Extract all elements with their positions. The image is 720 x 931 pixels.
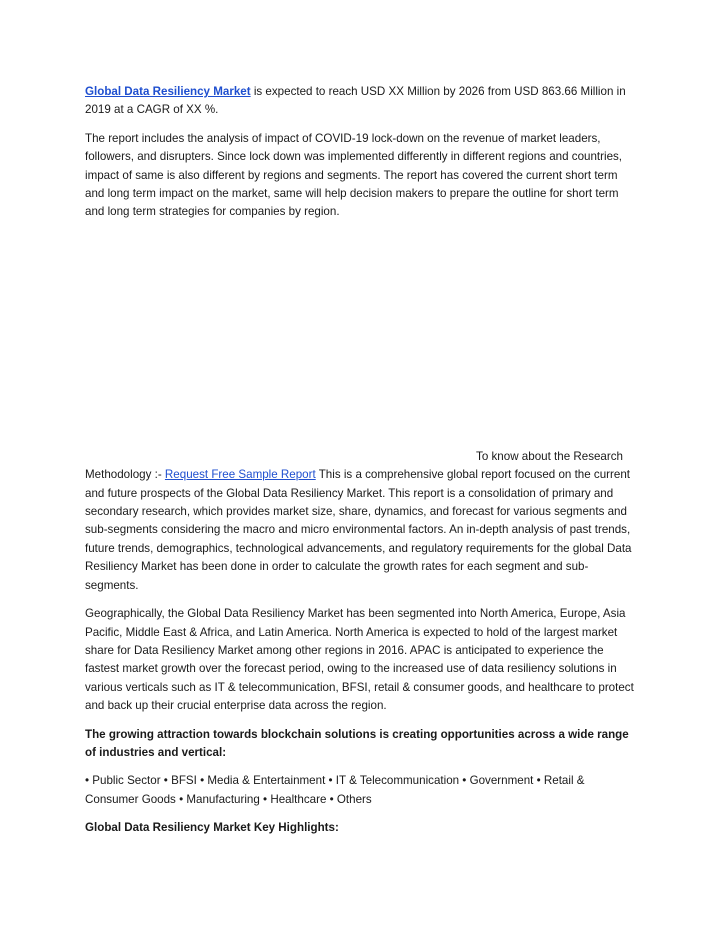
blank-space: [85, 232, 637, 448]
methodology-text: This is a comprehensive global report focused on the current and future prospects of the Global Data Resiliency Market. This report is a consolidation of primary and secondary research, which provides market size, share, dynamics, and forecast for various segments and sub-segments considering the macro and micro environmental factors. An in-depth analysis of past trends, future trends, demographics, technological advancements, and regulatory requirements for the global Data Resiliency Market has been done in order to calculate the growth rates for each segment and sub-segments.: [85, 468, 632, 592]
methodology-paragraph: [85, 466, 637, 595]
market-title-link[interactable]: Global Data Resiliency Market: [85, 85, 251, 98]
methodology-lead: To know about the Research: [476, 449, 623, 463]
methodology-prefix: Methodology :-: [85, 468, 165, 482]
document-body: [85, 83, 637, 848]
key-highlights-heading: Global Data Resiliency Market Key Highlights:: [85, 821, 339, 835]
covid-impact-paragraph: The report includes the analysis of impact of COVID-19 lock-down on the revenue of market leaders, followers, and disrupters. Since lock down was implemented differently in different regions and countries, impact of same is also different by regions and segments. The report has covered the current short term and long term impact on the market, same will help decision makers to prepare the outline for short term and long term strategies for companies by region.: [85, 131, 623, 219]
blockchain-heading: The growing attraction towards blockchain solutions is creating opportunities across a wide range of industries and vertical:: [85, 727, 629, 759]
intro-paragraph: [85, 83, 637, 120]
geography-paragraph: Geographically, the Global Data Resiliency Market has been segmented into North America, Europe, Asia Pacific, Middle East & Africa, and Latin America. North America is expected to hold of the largest market share for Data Resiliency Market among other regions in 2016. APAC is anticipated to experience the fastest market growth over the forecast period, owing to the increased use of data resiliency solutions in various verticals such as IT & telecommunication, BFSI, retail & consumer goods, and healthcare to protect and back up their crucial enterprise data across the region.: [85, 607, 634, 713]
request-sample-link[interactable]: Request Free Sample Report: [164, 468, 316, 482]
intro-text: is expected to reach USD XX Million by 2026 from USD 863.66 Million in 2019 at a CAGR of XX %.: [85, 85, 626, 117]
verticals-list: • Public Sector • BFSI • Media & Entertainment • IT & Telecommunication • Government • Retail & Consumer Goods • Manufacturing • Healthcare • Others: [85, 774, 585, 806]
